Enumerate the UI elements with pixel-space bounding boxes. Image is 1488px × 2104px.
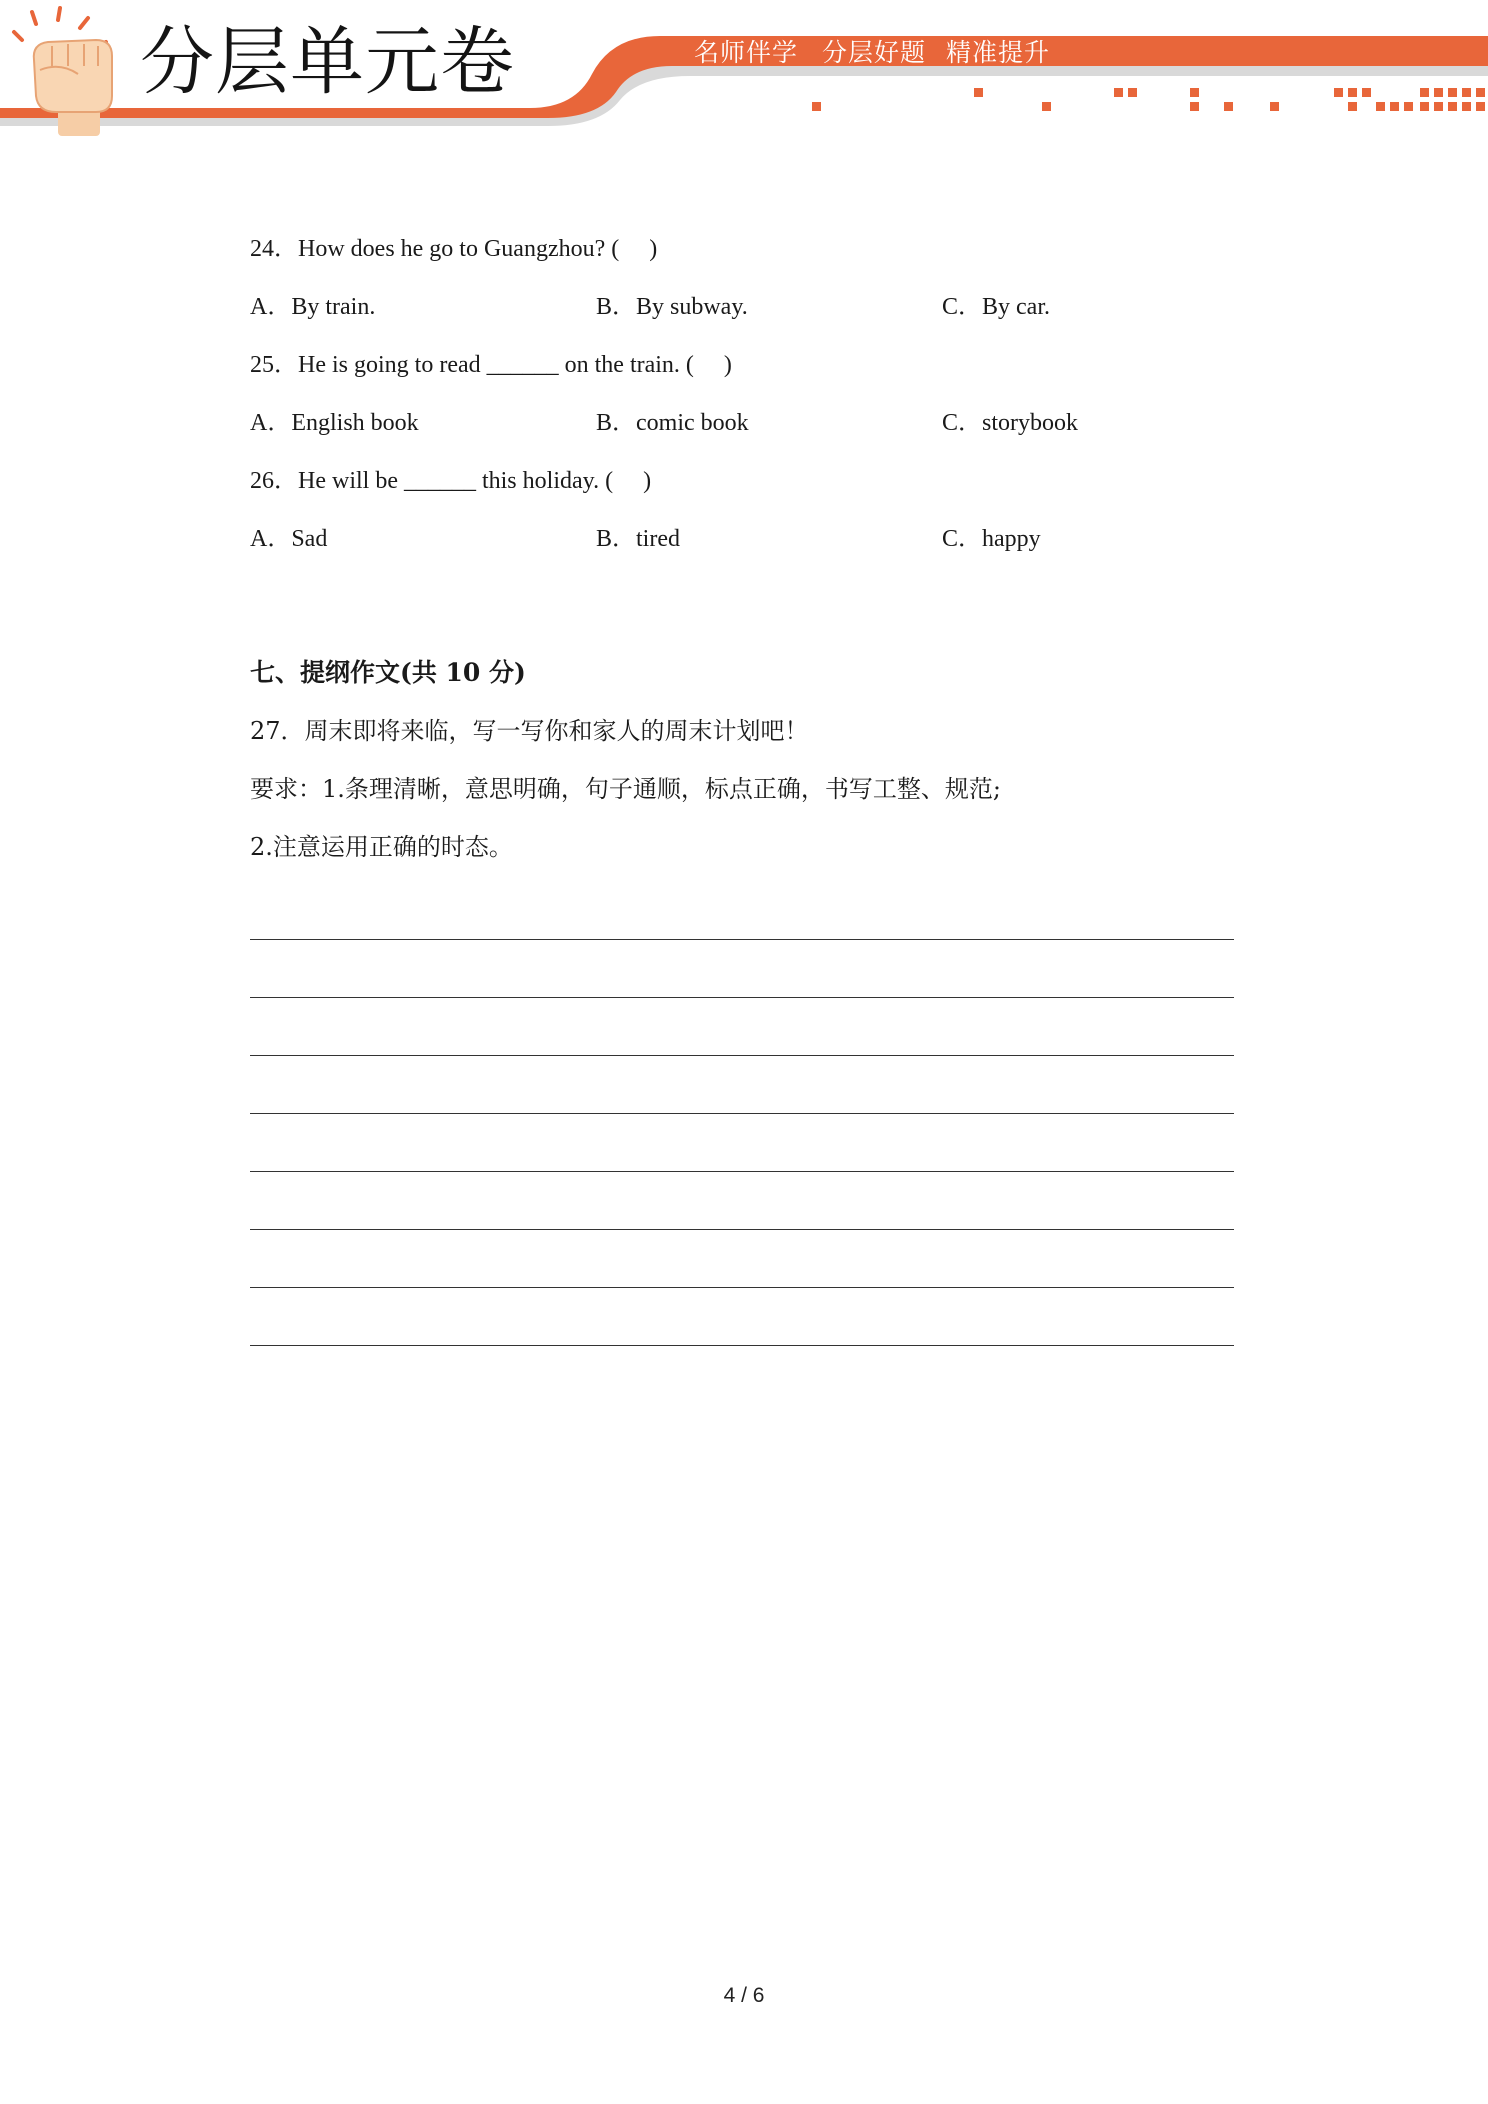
page-header <box>0 0 1488 140</box>
question-24-options <box>250 278 1250 336</box>
writing-line[interactable] <box>250 1172 1234 1230</box>
writing-area[interactable] <box>250 882 1250 1346</box>
question-26-option-b[interactable]: B．tired <box>596 526 680 552</box>
decorative-squares <box>812 88 1485 111</box>
question-26-option-a[interactable]: A．Sad <box>250 526 328 552</box>
section-title: 七、提纲作文(共 10 分) <box>250 658 526 687</box>
brand-title: 分层单元卷 <box>140 19 515 105</box>
question-25-options <box>250 394 1250 452</box>
writing-line[interactable] <box>250 882 1234 940</box>
question-27-prompt: 27．周末即将来临，写一写你和家人的周末计划吧！ <box>250 717 809 745</box>
writing-line[interactable] <box>250 1114 1234 1172</box>
question-25-option-b[interactable]: B．comic book <box>596 410 749 436</box>
writing-line[interactable] <box>250 940 1234 998</box>
worksheet-content <box>250 220 1250 1346</box>
question-24-option-a[interactable]: A．By train. <box>250 294 376 320</box>
writing-line[interactable] <box>250 1056 1234 1114</box>
question-25-stem: 25．He is going to read ______ on the train. ( ) <box>250 352 732 378</box>
question-26-option-c[interactable]: C．happy <box>942 526 1041 552</box>
header-slogan-1: 名师伴学 <box>694 38 799 67</box>
requirement-1: 要求：1.条理清晰，意思明确，句子通顺，标点正确，书写工整、规范; <box>250 775 1001 803</box>
writing-line[interactable] <box>250 998 1234 1056</box>
question-25-option-c[interactable]: C．storybook <box>942 410 1079 436</box>
writing-line[interactable] <box>250 1230 1234 1288</box>
question-26-stem: 26．He will be ______ this holiday. ( ) <box>250 468 652 494</box>
question-24-stem: 24．How does he go to Guangzhou? ( ) <box>250 236 658 262</box>
page-number: 4 / 6 <box>723 1984 765 2007</box>
question-25-option-a[interactable]: A．English book <box>250 410 419 436</box>
writing-line[interactable] <box>250 1288 1234 1346</box>
section-spacer <box>250 568 1250 644</box>
header-slogan-2: 分层好题 <box>822 38 927 67</box>
requirement-2: 2.注意运用正确的时态。 <box>250 833 513 861</box>
question-24-option-c[interactable]: C．By car. <box>942 294 1050 320</box>
question-24-option-b[interactable]: B．By subway. <box>596 294 748 320</box>
header-slogan-3: 精准提升 <box>946 38 1051 67</box>
question-26-options <box>250 510 1250 568</box>
